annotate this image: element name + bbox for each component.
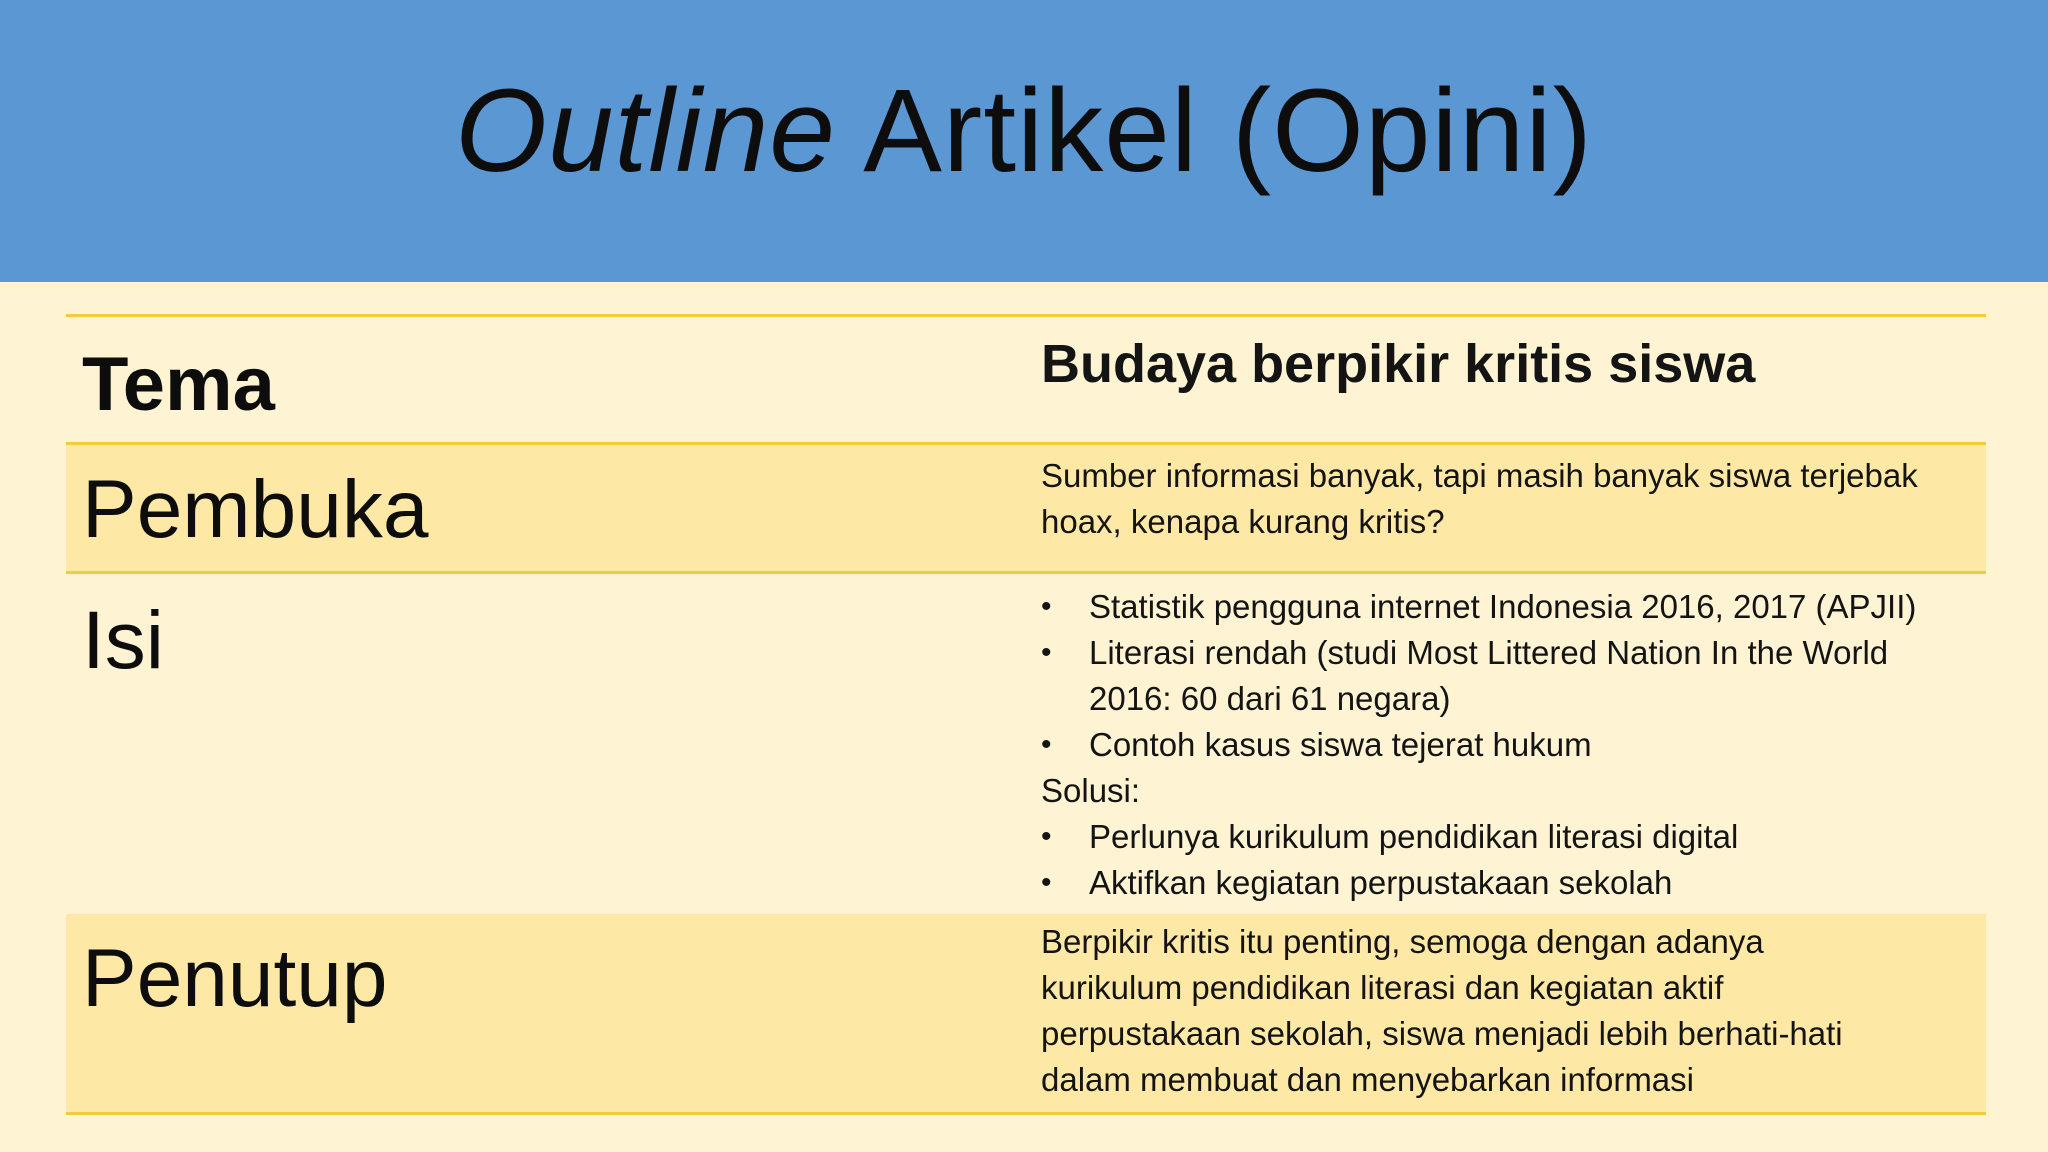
pembuka-line-1: Sumber informasi banyak, tapi masih banyak siswa terjebak bbox=[1041, 457, 1918, 494]
row-value-isi bbox=[1041, 584, 1976, 906]
slide-title-italic: Outline bbox=[455, 65, 836, 197]
slide-title bbox=[455, 63, 1593, 199]
isi-bullet-list bbox=[1041, 584, 1976, 768]
row-value-tema: Budaya berpikir kritis siswa bbox=[1041, 334, 1756, 394]
row-label-penutup: Penutup bbox=[82, 933, 388, 1024]
row-value-penutup bbox=[1041, 919, 1976, 1103]
slide-title-rest: Artikel (Opini) bbox=[835, 65, 1593, 197]
row-penutup bbox=[66, 914, 1986, 1115]
slide-header bbox=[0, 0, 2048, 282]
pembuka-line-2: hoax, kenapa kurang kritis? bbox=[1041, 503, 1445, 540]
row-label-pembuka: Pembuka bbox=[82, 464, 429, 555]
row-pembuka bbox=[66, 445, 1986, 574]
list-item: • Aktifkan kegiatan perpustakaan sekolah bbox=[1041, 860, 1976, 906]
list-item: • Literasi rendah (studi Most Littered Nation In the World 2016: 60 dari 61 negara) bbox=[1041, 630, 1976, 722]
penutup-line-1: Berpikir kritis itu penting, semoga dengan adanya bbox=[1041, 923, 1764, 960]
solusi-label: Solusi: bbox=[1041, 772, 1141, 809]
row-isi bbox=[66, 574, 1986, 914]
list-item: • Statistik pengguna internet Indonesia 2016, 2017 (APJII) bbox=[1041, 584, 1976, 630]
list-item: • Perlunya kurikulum pendidikan literasi digital bbox=[1041, 814, 1976, 860]
penutup-line-2: kurikulum pendidikan literasi dan kegiatan aktif bbox=[1041, 969, 1724, 1006]
penutup-line-4: dalam membuat dan menyebarkan informasi bbox=[1041, 1061, 1694, 1098]
solusi-bullet-list bbox=[1041, 814, 1976, 906]
row-value-pembuka bbox=[1041, 453, 1976, 545]
list-item: • Contoh kasus siswa tejerat hukum bbox=[1041, 722, 1976, 768]
penutup-line-3: perpustakaan sekolah, siswa menjadi lebih berhati-hati bbox=[1041, 1015, 1843, 1052]
row-label-isi: Isi bbox=[82, 595, 164, 686]
row-label-tema: Tema bbox=[82, 342, 275, 427]
outline-table bbox=[66, 314, 1986, 1115]
row-tema bbox=[66, 317, 1986, 445]
